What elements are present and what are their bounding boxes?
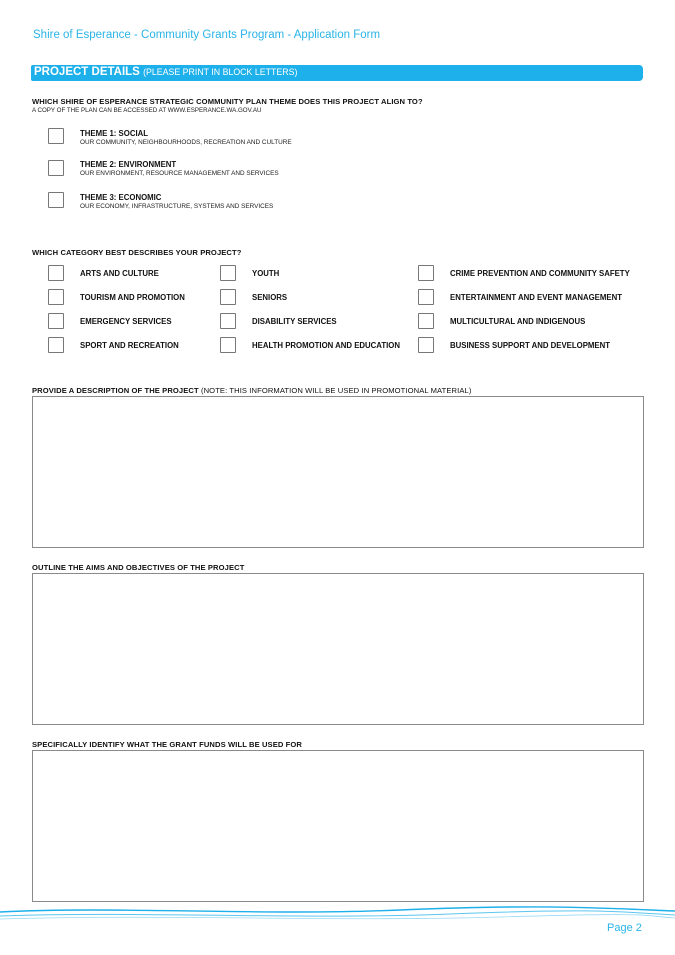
category-checkbox-tourism[interactable] — [48, 289, 64, 305]
theme-question: WHICH SHIRE OF ESPERANCE STRATEGIC COMMUNITY PLAN THEME DOES THIS PROJECT ALIGN TO? — [32, 97, 423, 106]
theme-1-subtitle: OUR COMMUNITY, NEIGHBOURHOODS, RECREATION AND CULTURE — [80, 139, 292, 146]
category-checkbox-disability[interactable] — [220, 313, 236, 329]
description-label-wrap — [32, 386, 471, 395]
theme-3-title: THEME 3: ECONOMIC — [80, 193, 162, 202]
category-label-arts: ARTS AND CULTURE — [80, 269, 159, 278]
document-title: Shire of Esperance - Community Grants Program - Application Form — [33, 29, 381, 41]
category-label-disability: DISABILITY SERVICES — [252, 317, 337, 326]
aims-label: OUTLINE THE AIMS AND OBJECTIVES OF THE PROJECT — [32, 563, 245, 572]
page-number: Page 2 — [607, 922, 642, 934]
section-subtitle: (PLEASE PRINT IN BLOCK LETTERS) — [143, 67, 298, 77]
category-label-health: HEALTH PROMOTION AND EDUCATION — [252, 341, 400, 350]
category-checkbox-health[interactable] — [220, 337, 236, 353]
funds-textarea[interactable] — [32, 750, 644, 902]
category-label-sport: SPORT AND RECREATION — [80, 341, 179, 350]
theme-1-checkbox[interactable] — [48, 128, 64, 144]
theme-2-title: THEME 2: ENVIRONMENT — [80, 160, 177, 169]
aims-textarea[interactable] — [32, 573, 644, 725]
category-label-seniors: SENIORS — [252, 293, 288, 302]
theme-2-checkbox[interactable] — [48, 160, 64, 176]
category-label-crime: CRIME PREVENTION AND COMMUNITY SAFETY — [450, 269, 630, 278]
category-checkbox-youth[interactable] — [220, 265, 236, 281]
description-label: PROVIDE A DESCRIPTION OF THE PROJECT — [32, 386, 199, 395]
category-checkbox-multicultural[interactable] — [418, 313, 434, 329]
category-checkbox-crime[interactable] — [418, 265, 434, 281]
category-label-business: BUSINESS SUPPORT AND DEVELOPMENT — [450, 341, 610, 350]
section-title-wrap — [34, 66, 297, 78]
theme-question-note: A COPY OF THE PLAN CAN BE ACCESSED AT WWW.ESPERANCE.WA.GOV.AU — [32, 107, 262, 114]
theme-3-subtitle: OUR ECONOMY, INFRASTRUCTURE, SYSTEMS AND SERVICES — [80, 203, 274, 210]
description-note: (NOTE: THIS INFORMATION WILL BE USED IN PROMOTIONAL MATERIAL) — [200, 386, 472, 395]
category-label-entertainment: ENTERTAINMENT AND EVENT MANAGEMENT — [450, 293, 622, 302]
footer-wave-decoration — [0, 902, 675, 924]
theme-1-title: THEME 1: SOCIAL — [80, 129, 149, 138]
funds-label: SPECIFICALLY IDENTIFY WHAT THE GRANT FUNDS WILL BE USED FOR — [32, 740, 302, 749]
category-checkbox-sport[interactable] — [48, 337, 64, 353]
theme-2-subtitle: OUR ENVIRONMENT, RESOURCE MANAGEMENT AND SERVICES — [80, 170, 279, 177]
section-title: PROJECT DETAILS — [34, 66, 140, 78]
theme-3-checkbox[interactable] — [48, 192, 64, 208]
section-header-bar — [31, 65, 643, 81]
description-textarea[interactable] — [32, 396, 644, 548]
category-checkbox-seniors[interactable] — [220, 289, 236, 305]
category-label-multicultural: MULTICULTURAL AND INDIGENOUS — [450, 317, 586, 326]
category-checkbox-arts[interactable] — [48, 265, 64, 281]
category-checkbox-business[interactable] — [418, 337, 434, 353]
category-label-emergency: EMERGENCY SERVICES — [80, 317, 172, 326]
category-checkbox-entertainment[interactable] — [418, 289, 434, 305]
category-label-tourism: TOURISM AND PROMOTION — [80, 293, 185, 302]
category-question: WHICH CATEGORY BEST DESCRIBES YOUR PROJECT? — [32, 248, 242, 257]
category-checkbox-emergency[interactable] — [48, 313, 64, 329]
category-label-youth: YOUTH — [252, 269, 280, 278]
